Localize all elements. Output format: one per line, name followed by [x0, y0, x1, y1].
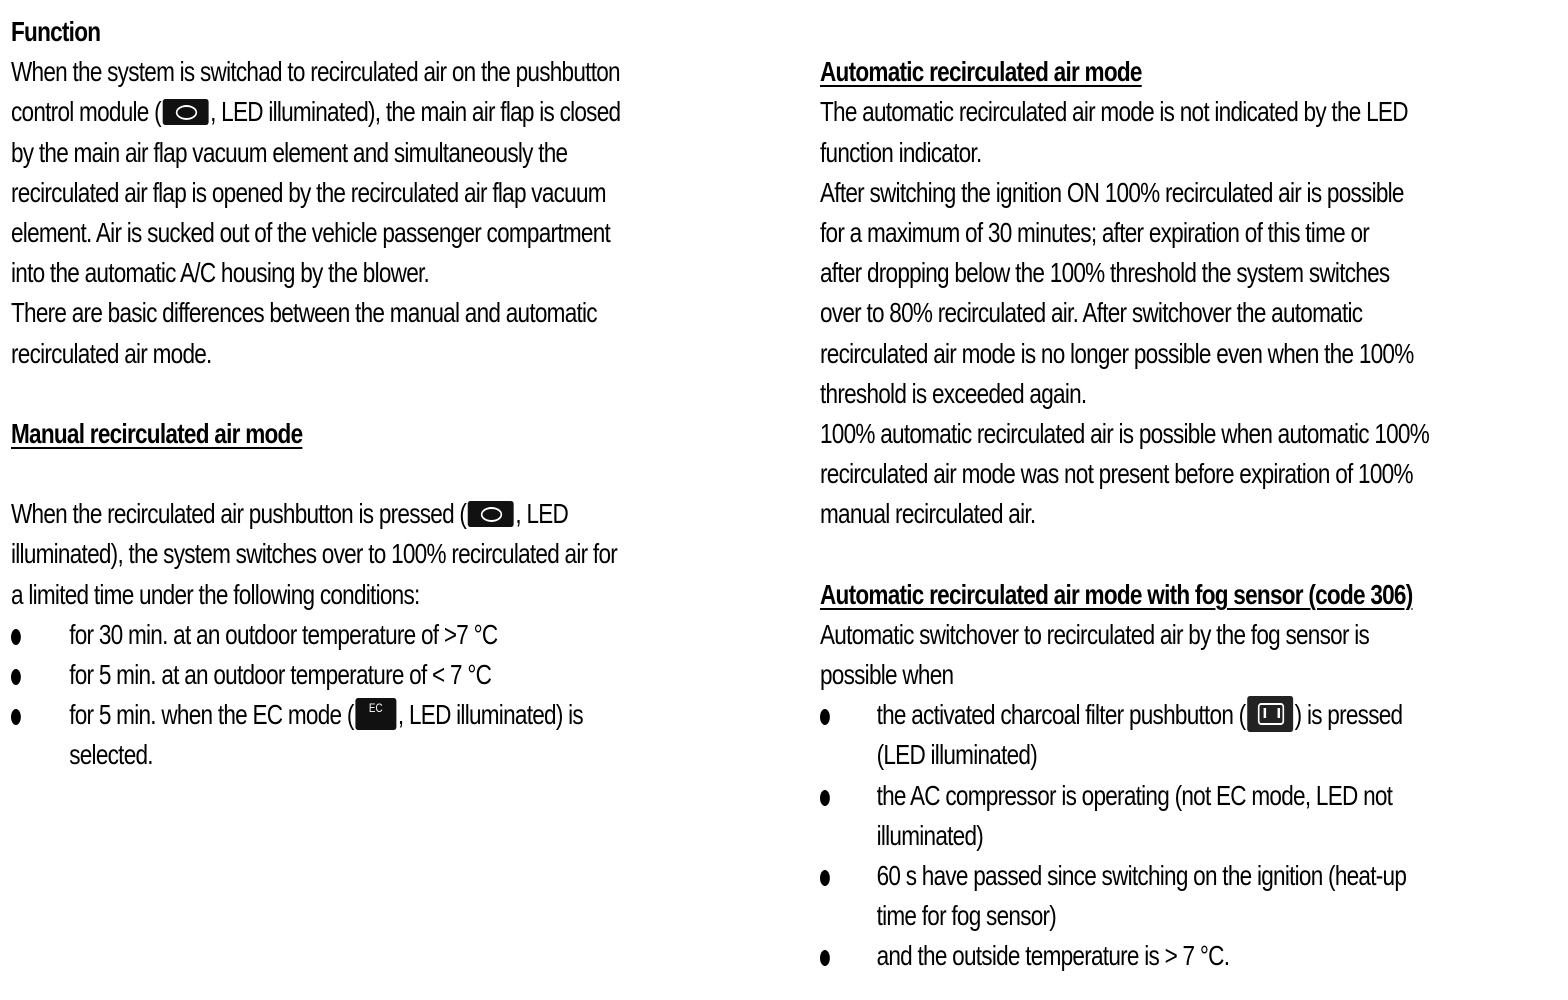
manual-line-1: When the recirculated air pushbutton is pressed ( , LED [11, 498, 569, 530]
bullet-icon [820, 709, 830, 725]
function-line-3: by the main air flap vacuum element and simultaneously the [11, 136, 568, 168]
bullet-icon [11, 669, 21, 685]
function-line-2: control module ( , LED illuminated), the main air flap is closed [11, 96, 621, 128]
auto-line-4: for a maximum of 30 minutes; after expiration of this time or [820, 216, 1370, 248]
list-item-continuation: time for fog sensor) [876, 900, 1057, 932]
auto-line-7: recirculated air mode is no longer possible even when the 100% [820, 337, 1414, 369]
manual-line-2: illuminated), the system switches over to 100% recirculated air for [11, 538, 618, 570]
function-heading: Function [11, 16, 101, 47]
list-item: 60 s have passed since switching on the ignition (heat-up [820, 856, 1427, 896]
auto-line-2: function indicator. [820, 136, 982, 168]
list-item: the AC compressor is operating (not EC mode, LED not [820, 776, 1427, 816]
fog-line-2: possible when [820, 659, 954, 690]
recirculated-air-icon [468, 501, 514, 527]
ec-mode-icon: EC [355, 698, 396, 730]
list-item: and the outside temperature is > 7 °C. [820, 936, 1427, 976]
manual-mode-heading: Manual recirculated air mode [11, 417, 303, 449]
list-item: for 5 min. when the EC mode ( EC , LED illuminated) is [11, 695, 634, 735]
auto-line-11: manual recirculated air. [820, 498, 1036, 530]
right-column [820, 12, 1560, 977]
bullet-icon [11, 709, 21, 725]
function-line-6: into the automatic A/C housing by the blower. [11, 257, 430, 289]
list-item: the activated charcoal filter pushbutton ( ) is pressed [820, 695, 1427, 735]
list-item: for 30 min. at an outdoor temperature of >7 °C [11, 615, 634, 655]
list-item: for 5 min. at an outdoor temperature of < 7 °C [11, 655, 634, 695]
list-item-continuation: selected. [69, 739, 153, 771]
manual-line-3: a limited time under the following conditions: [11, 578, 420, 610]
function-line-1: When the system is switchad to recirculated air on the pushbutton [11, 56, 620, 88]
fog-sensor-heading: Automatic recirculated air mode with fog sensor (code 306) [820, 578, 1413, 610]
function-line-7: There are basic differences between the manual and automatic [11, 297, 597, 329]
bullet-icon [820, 790, 830, 806]
auto-line-10: recirculated air mode was not present before expiration of 100% [820, 458, 1413, 490]
auto-line-1: The automatic recirculated air mode is not indicated by the LED [820, 96, 1408, 128]
left-column [11, 12, 771, 776]
auto-line-3: After switching the ignition ON 100% recirculated air is possible [820, 176, 1404, 208]
recirculated-air-icon [163, 99, 209, 125]
bullet-icon [820, 950, 830, 966]
fog-line-1: Automatic switchover to recirculated air by the fog sensor is [820, 618, 1370, 650]
auto-line-5: after dropping below the 100% threshold the system switches [820, 257, 1390, 289]
bullet-icon [11, 629, 21, 645]
auto-line-6: over to 80% recirculated air. After switchover the automatic [820, 297, 1363, 329]
auto-line-8: threshold is exceeded again. [820, 377, 1087, 409]
auto-line-9: 100% automatic recirculated air is possible when automatic 100% [820, 417, 1430, 449]
list-item-continuation: (LED illuminated) [876, 739, 1037, 771]
function-line-5: element. Air is sucked out of the vehicle passenger compartment [11, 216, 611, 248]
bullet-icon [820, 870, 830, 886]
charcoal-filter-icon [1247, 696, 1293, 732]
auto-mode-heading: Automatic recirculated air mode [820, 56, 1142, 88]
list-item-continuation: illuminated) [876, 819, 984, 851]
function-line-4: recirculated air flap is opened by the recirculated air flap vacuum [11, 176, 606, 208]
function-line-8: recirculated air mode. [11, 337, 212, 369]
